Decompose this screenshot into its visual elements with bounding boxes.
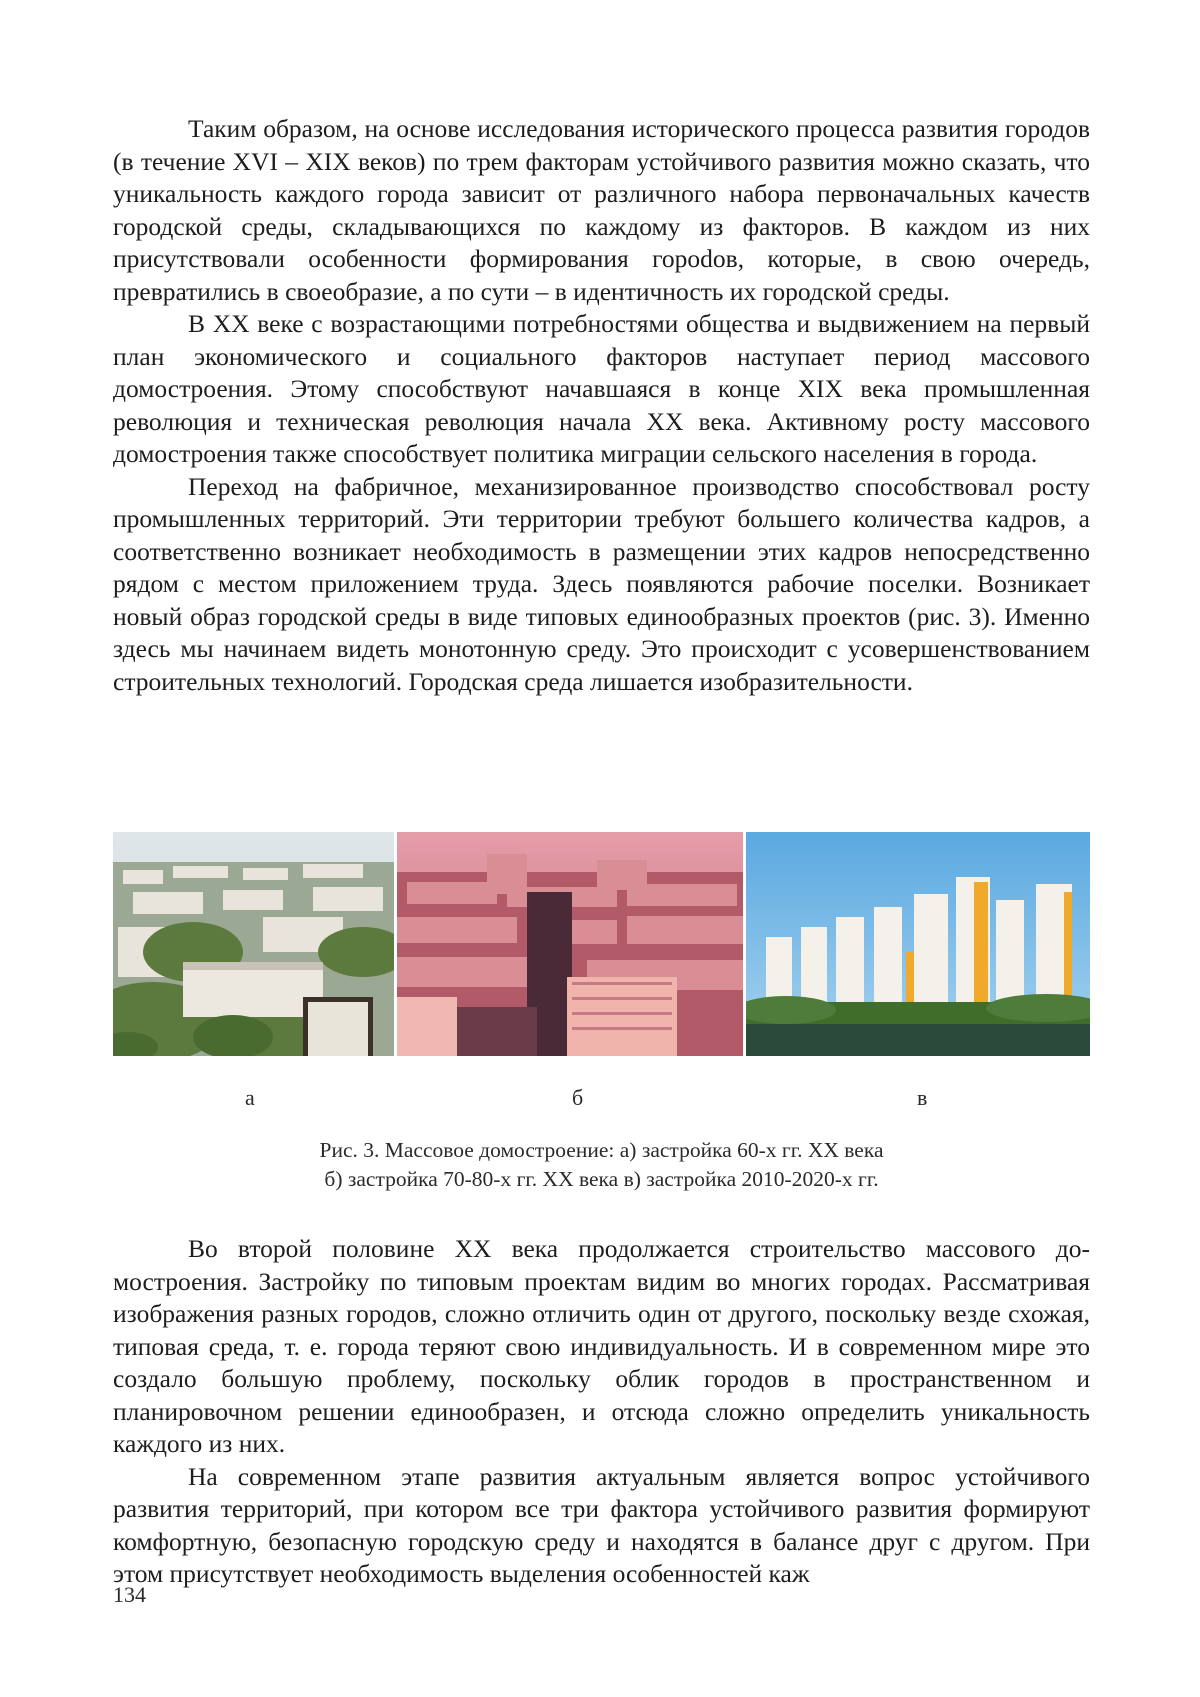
- photo-1970s-1980s-housing: [397, 832, 743, 1056]
- page-number: 134: [113, 1582, 146, 1607]
- paragraph: Таким образом, на основе исследования исторического процесса развития городов (в течение XVI – XIX веков) по трем факторам устойчивого развития можно сказать, что уникальность каждого города зависит от различного набора первоначальных качеств городской среды, складывающихся по каждому из факторов. В каждом из них присутствовали особенности формирования гороdов, которые, в свою очередь, превратились в своеобразие, а по сути – в идентичность их городской среды.: [113, 114, 1090, 306]
- photo-1960s-housing: [113, 832, 394, 1056]
- text-block-top: [113, 113, 1090, 698]
- figure-letter-c: в: [917, 1085, 928, 1110]
- figure-caption: [113, 1136, 1090, 1194]
- paragraph: Переход на фабричное, механизированное производство способствовал росту промышленных территорий. Эти территории требуют большего количества кадров, а соответственно возникает необходимость в размещении этих кадров непосредственно рядом с местом приложением труда. Здесь появляются рабочие поселки. Возникает новый образ городской среды в виде типовых единообразных проектов (рис. 3). Именно здесь мы начинаем видеть монотонную среду. Это происходит с усовершенствованием строительных технологий. Городская среда лишается изобразительности.: [113, 471, 1090, 696]
- figure-3: [113, 832, 1090, 1056]
- caption-line-1: Рис. 3. Массовое домостроение: а) застройка 60-х гг. XX века: [319, 1138, 884, 1162]
- caption-line-2: б) застройка 70-80-х гг. XX века в) застройка 2010-2020-х гг.: [324, 1167, 879, 1191]
- photo-2010s-2020s-housing: [746, 832, 1090, 1056]
- paragraph: Во второй половине XX века продолжается строительство массового домостроения. Застройку по типовым проектам видим во многих городах. Рассматривая изображения разных городов, сложно отличить один от другого, поскольку везде схожая, типовая среда, т. е. города теряют свою индивидуальность. И в современном мире это создало большую проблему, поскольку облик городов в пространственном и планировочном решении единообразен, и отсюда сложно определить уникальность каждого из них.: [113, 1234, 1090, 1458]
- paragraph: В XX веке с возрастающими потребностями общества и выдвижением на первый план экономического и социального факторов наступает период массового домостроения. Этому способствуют начавшаяся в конце XIX века промышленная революция и техническая революция начала XX века. Активному росту массового домостроения также способствует политика миграции сельского населения в города.: [113, 309, 1090, 468]
- paragraph: На современном этапе развития актуальным является вопрос устойчивого развития территорий, при котором все три фактора устойчивого развития формируют комфортную, безопасную городскую среду и находятся в балансе друг с другом. При этом присутствует необходимость выделения особенностей каж: [113, 1461, 1090, 1588]
- text-block-bottom: [113, 1233, 1090, 1591]
- figure-letter-b: б: [572, 1085, 584, 1110]
- figure-letter-a: а: [245, 1085, 255, 1110]
